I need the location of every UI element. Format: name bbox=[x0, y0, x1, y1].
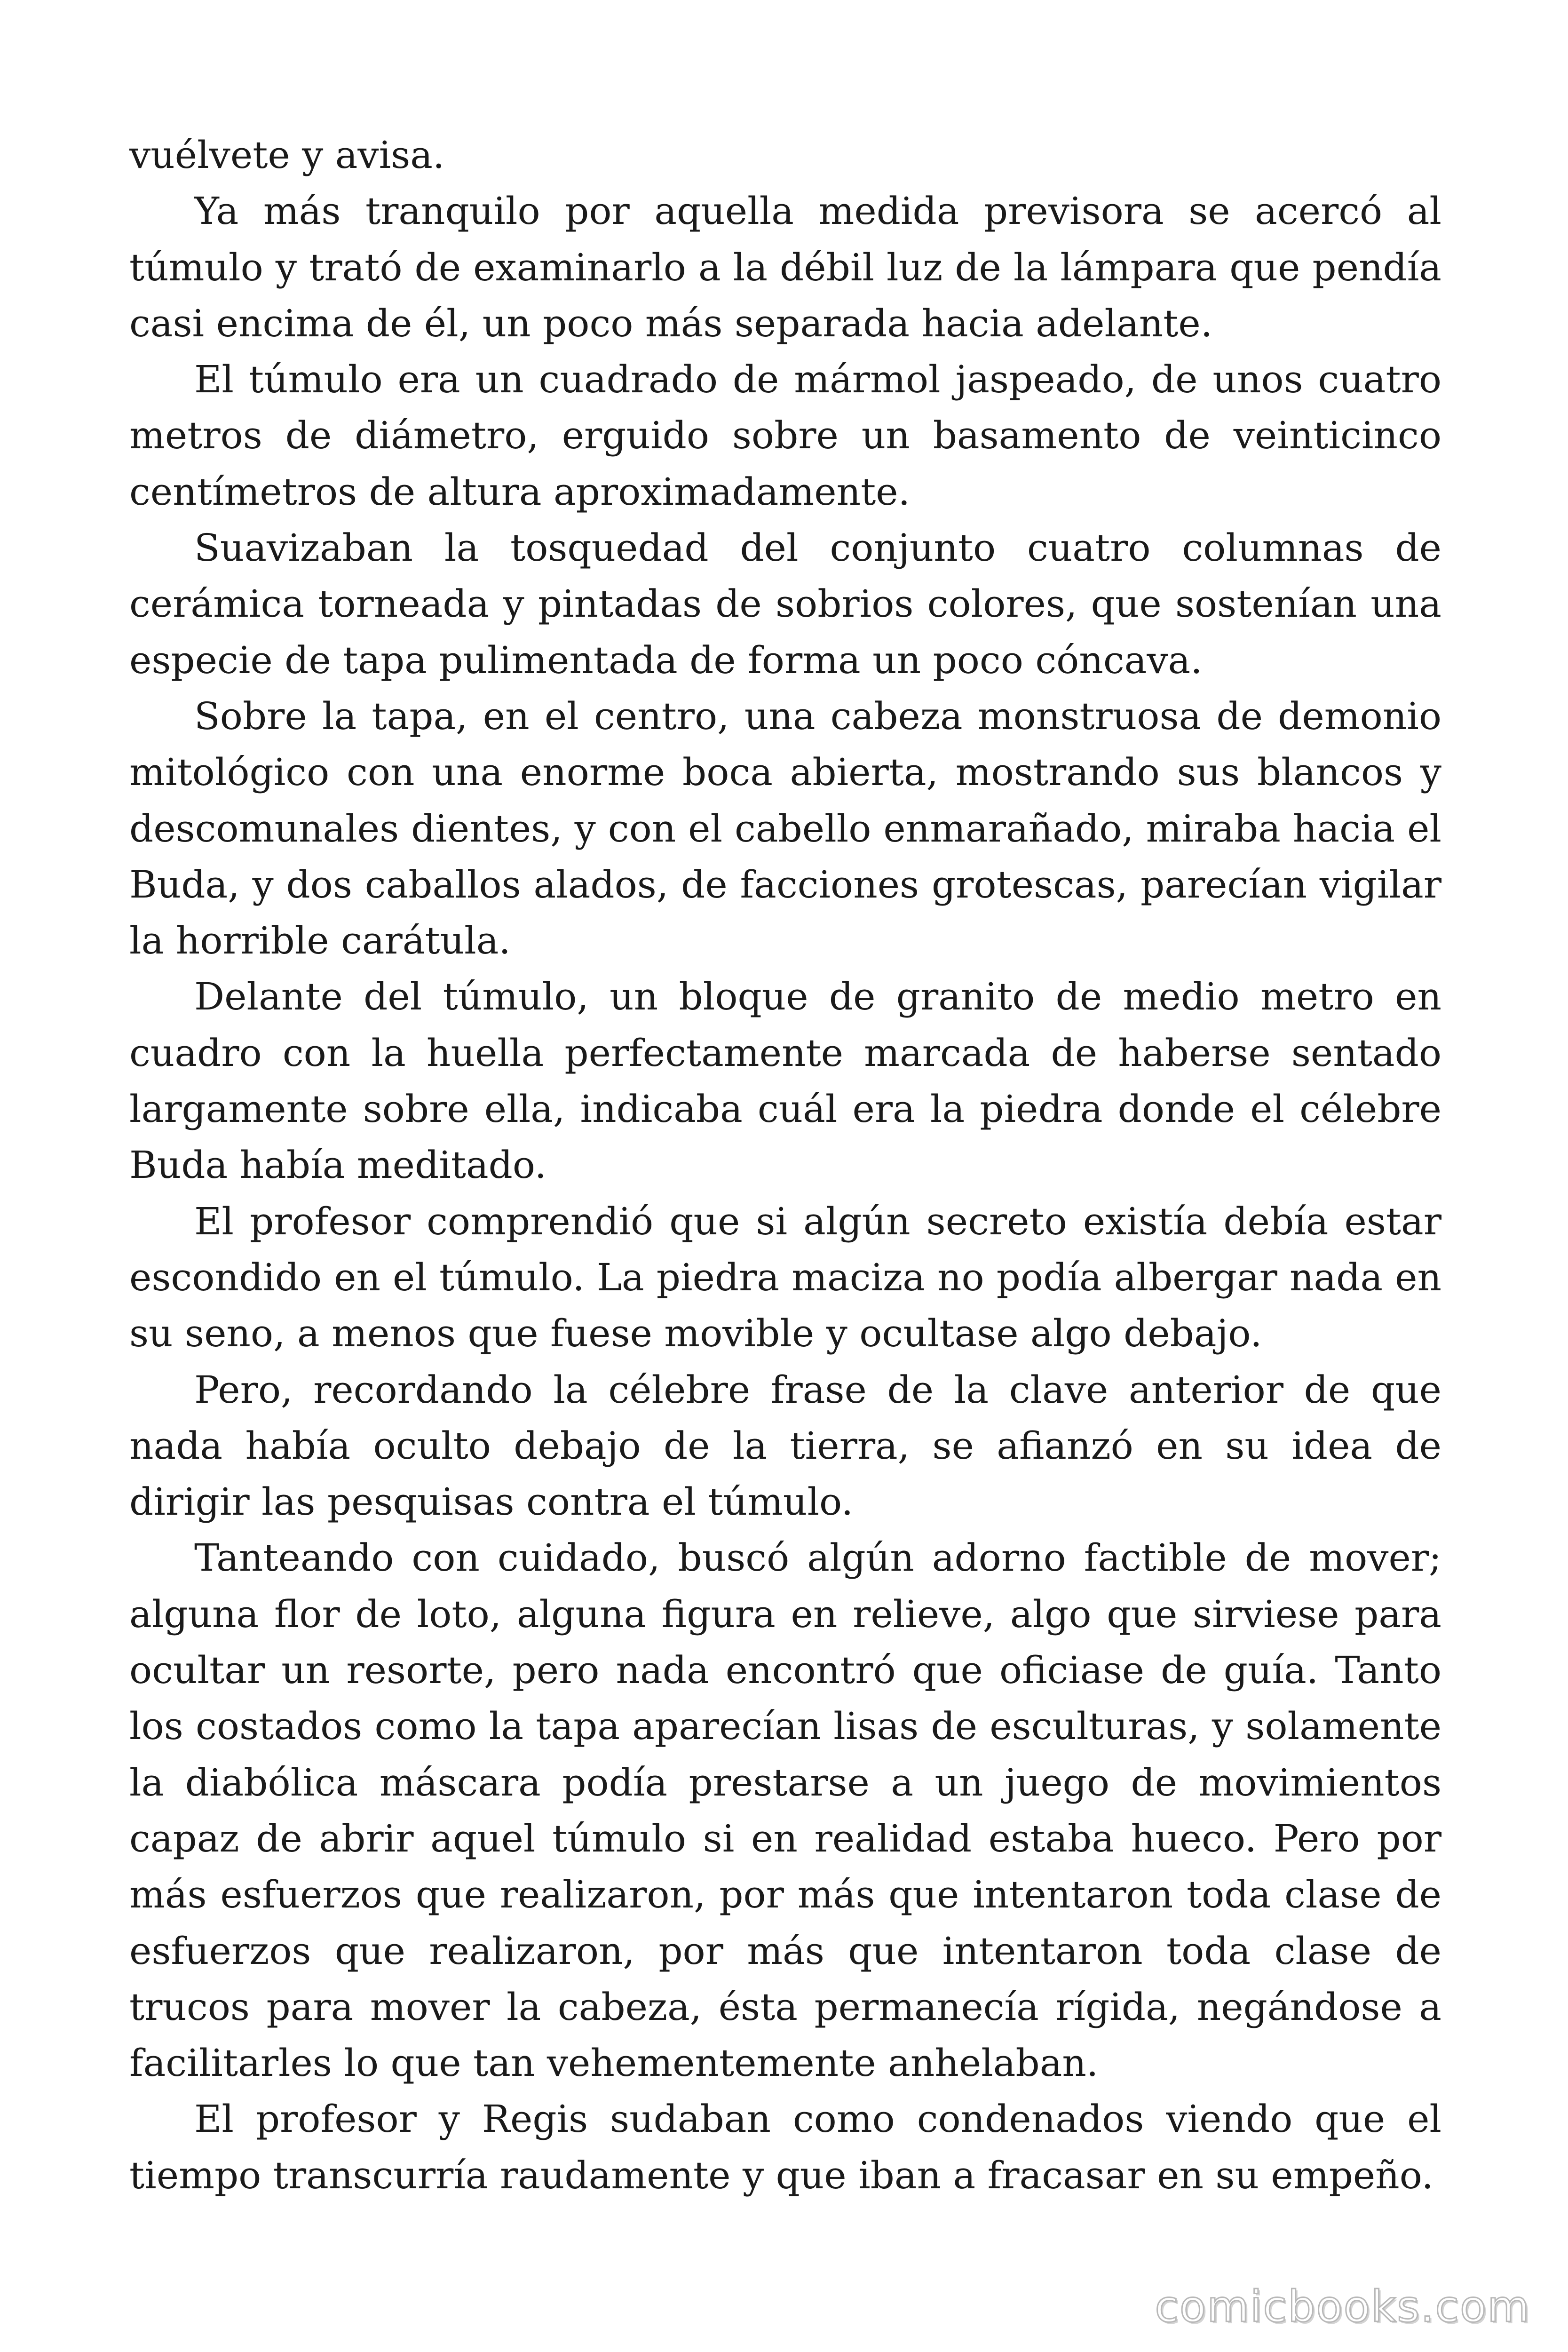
watermark: comicbooks.com bbox=[1155, 2281, 1530, 2332]
paragraph-5: Sobre la tapa, en el centro, una cabeza monstruosa de demonio mitológico con una enorme boca abierta, mostrando sus blancos y descomunales dientes, y con el cabello enmarañado, miraba hacia el Buda, y dos caballos alados, de facciones grotescas, parecían vigilar la horrible carátula. bbox=[129, 694, 1441, 963]
paragraph-3: El túmulo era un cuadrado de mármol jaspeado, de unos cuatro metros de diámetro, erguido sobre un basamento de veinticinco centímetros de altura aproximadamente. bbox=[129, 358, 1441, 514]
paragraph-8: Pero, recordando la célebre frase de la clave anterior de que nada había oculto debajo de la tierra, se afianzó en su idea de dirigir las pesquisas contra el túmulo. bbox=[129, 1367, 1441, 1524]
paragraph-1: vuélvete y avisa. bbox=[129, 133, 445, 177]
page-body bbox=[129, 127, 1441, 2203]
paragraph-7: El profesor comprendió que si algún secreto existía debía estar escondido en el túmulo. La piedra maciza no podía albergar nada en su seno, a menos que fuese movible y ocultase algo debajo. bbox=[129, 1199, 1441, 1356]
paragraph-2: Ya más tranquilo por aquella medida previsora se acercó al túmulo y trató de examinarlo a la débil luz de la lámpara que pendía casi encima de él, un poco más separada hacia adelante. bbox=[129, 189, 1441, 345]
paragraph-4: Suavizaban la tosquedad del conjunto cuatro columnas de cerámica torneada y pintadas de sobrios colores, que sostenían una especie de tapa pulimentada de forma un poco cóncava. bbox=[129, 526, 1441, 682]
paragraph-10: El profesor y Regis sudaban como condenados viendo que el tiempo transcurría raudamente y que iban a fracasar en su empeño. bbox=[129, 2097, 1441, 2197]
paragraph-9: Tanteando con cuidado, buscó algún adorno factible de mover; alguna flor de loto, alguna figura en relieve, algo que sirviese para ocultar un resorte, pero nada encontró que oficiase de guía. Tanto los costados como la tapa aparecían lisas de esculturas, y solamente la diabólica máscara podía prestarse a un juego de movimientos capaz de abrir aquel túmulo si en realidad estaba hueco. Pero por más esfuerzos que realizaron, por más que intentaron toda clase de esfuerzos que realizaron, por más que intentaron toda clase de trucos para mover la cabeza, ésta permanecía rígida, negándose a facilitarles lo que tan vehementemente anhelaban. bbox=[129, 1536, 1441, 2085]
paragraph-6: Delante del túmulo, un bloque de granito de medio metro en cuadro con la huella perfectamente marcada de haberse sentado largamente sobre ella, indicaba cuál era la piedra donde el célebre Buda había meditado. bbox=[129, 975, 1441, 1187]
